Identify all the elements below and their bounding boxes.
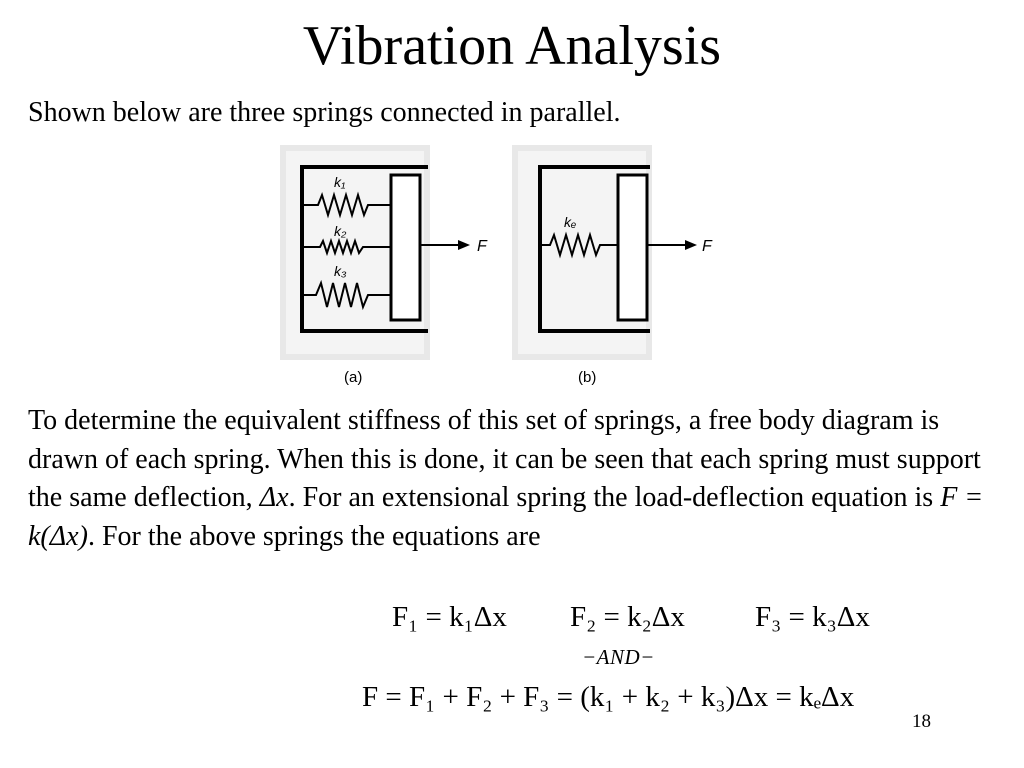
spring-label-k1: k₁ [334,174,346,190]
and-separator: −AND− [582,645,655,669]
force-label-b: F [702,238,712,255]
slide-subtitle: Shown below are three springs connected in parallel. [28,97,621,128]
figure-panel-a [280,145,520,390]
para-text-3: . For the above springs the equations are [87,520,541,552]
force-label-a: F [477,238,487,255]
spring-label-k3: k₃ [334,263,347,279]
body-paragraph [28,402,1003,556]
para-inline-equation: F = k(Δx) [28,482,984,552]
equation-f2: F₂ = k₂Δx [570,601,685,633]
figure-panel-b [512,145,732,390]
spring-label-k2: k₂ [334,223,347,239]
para-text-1: To determine the equivalent stiffness of this set of springs, a free body diagram is drawn of each spring. When this is done, it can be seen that each spring must support the same deflection, [28,405,981,513]
equation-f1: F₁ = k₁Δx [392,601,507,633]
para-text-2: . For an extensional spring the load-deflection equation is [288,482,941,513]
para-delta-x: Δx [259,482,289,513]
slide-title: Vibration Analysis [302,15,722,77]
caption-b: (b) [578,369,597,386]
equation-f3: F₃ = k₃Δx [755,601,870,633]
spring-label-ke: kₑ [564,214,577,230]
equation-total: F = F₁ + F₂ + F₃ = (k₁ + k₂ + k₃)Δx = kₑΔx [362,681,855,713]
caption-a: (a) [344,369,363,386]
slide-number: 18 [912,711,931,732]
